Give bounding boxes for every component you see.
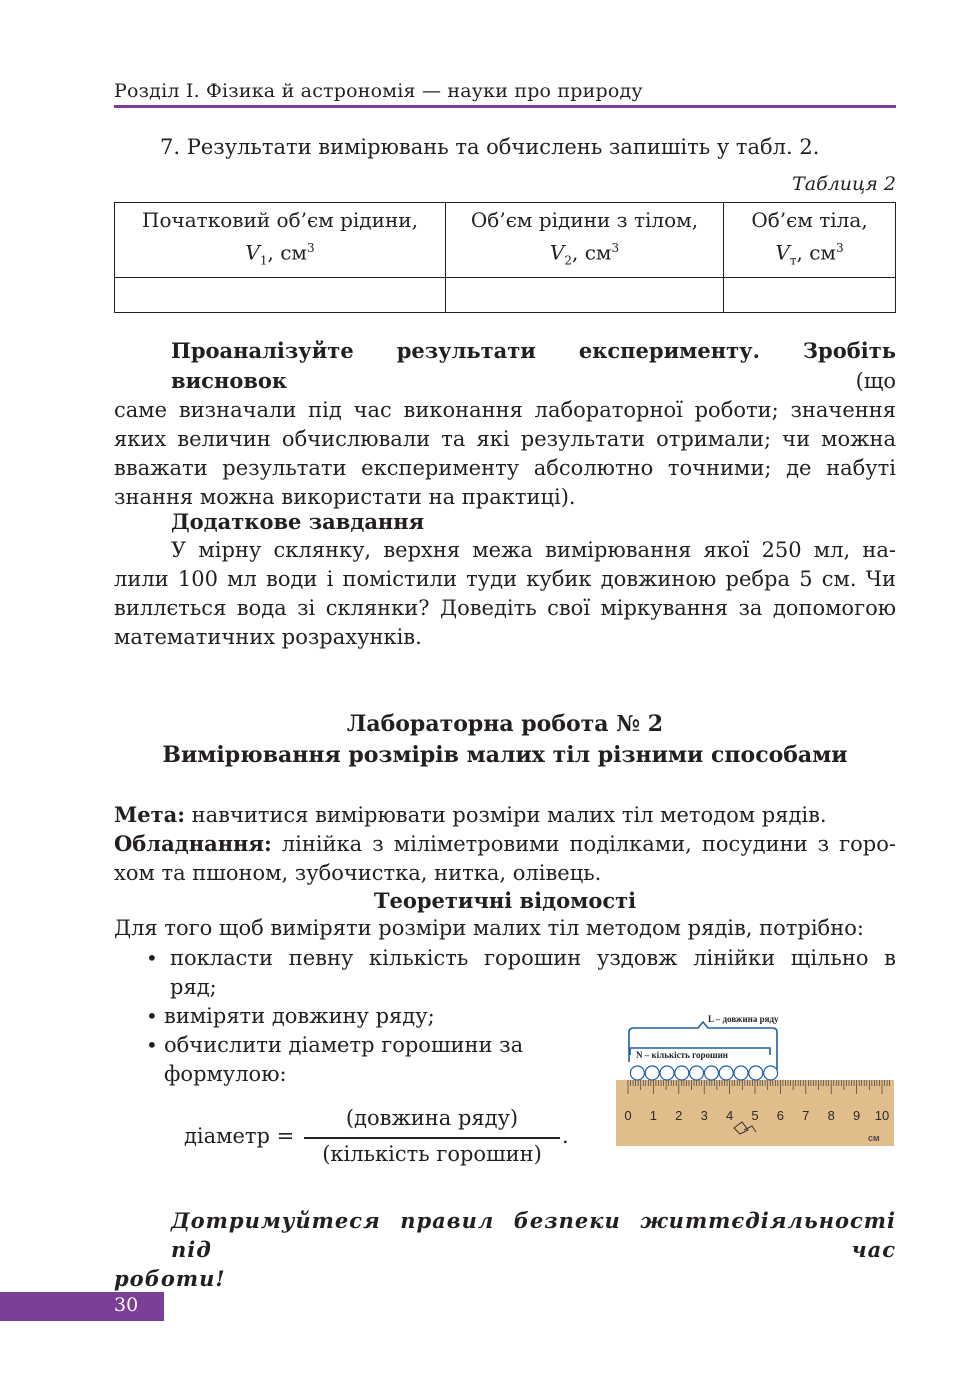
table-header-cell xyxy=(446,203,724,278)
column-title: Об’єм тіла, xyxy=(751,208,868,232)
theory-intro: Для того щоб виміряти розміри малих тіл методом рядів, потрібно: xyxy=(114,916,864,940)
l-brace xyxy=(629,1022,777,1070)
analysis-paragraph xyxy=(114,336,896,512)
safety-line: роботи! xyxy=(114,1266,226,1291)
extra-line: лили 100 мл води і помістили туди кубик довжиною ребра 5 см. Чи xyxy=(114,567,896,591)
theory-title: Теоретичні відомості xyxy=(373,888,637,913)
bullet-dot: • xyxy=(146,1004,158,1028)
pea-circle xyxy=(764,1066,778,1080)
symbol-subscript: т xyxy=(789,253,797,268)
equipment-text: лінійка з міліметровими поділками, посудини з горо- xyxy=(271,832,896,856)
analysis-rest: (що xyxy=(287,369,896,393)
pea-circle xyxy=(719,1066,733,1080)
analysis-line xyxy=(114,336,896,396)
safety-note xyxy=(114,1206,896,1293)
lab-equipment xyxy=(114,829,896,888)
extra-task-text xyxy=(114,536,896,652)
bullet-dot: • xyxy=(146,1033,158,1057)
ruler-unit: см xyxy=(868,1133,880,1143)
volume-symbol: V xyxy=(775,240,790,265)
column-title: Об’єм рідини з тілом, xyxy=(470,208,699,232)
pea-circle xyxy=(749,1066,763,1080)
table-header-cell xyxy=(724,203,896,278)
pea-circle xyxy=(645,1066,659,1080)
table-header-cell xyxy=(115,203,446,278)
pea-row xyxy=(630,1066,777,1080)
equipment-label: Обладнання: xyxy=(114,831,272,856)
goal-label: Мета: xyxy=(114,802,185,827)
bullet-dot: • xyxy=(146,946,158,970)
n-label: N – кількість горошин xyxy=(636,1050,728,1060)
goal-text: навчитися вимірювати розміри малих тіл методом рядів. xyxy=(184,803,827,827)
ruler-figure xyxy=(616,1010,894,1146)
results-table xyxy=(114,202,896,313)
column-title: Початковий об’єм рідини, xyxy=(142,208,418,232)
analysis-line: вважати результати експерименту абсолютно точними; де набуті xyxy=(114,456,896,480)
bullet-item: обчислити діаметр горошини за xyxy=(164,1033,524,1057)
running-header: Розділ І. Фізика й астрономія — науки про природу xyxy=(114,80,643,102)
ruler-tick-label: 9 xyxy=(852,1108,861,1123)
volume-symbol: V xyxy=(245,240,260,265)
pea-circle xyxy=(630,1066,644,1080)
analysis-line: саме визначали під час виконання лабораторної роботи; значення xyxy=(114,398,896,422)
table-cell-empty[interactable] xyxy=(724,277,896,312)
bullet-item-cont: формулою: xyxy=(164,1062,287,1086)
analysis-bold: Проаналізуйте результати експерименту. Зробіть висновок xyxy=(171,338,896,393)
pea-circle xyxy=(704,1066,718,1080)
ruler-tick-label: 3 xyxy=(700,1108,708,1123)
lab-goal xyxy=(114,800,827,830)
symbol-subscript: 1 xyxy=(259,253,268,268)
volume-symbol: V xyxy=(549,240,565,265)
pea-circle xyxy=(675,1066,689,1080)
table-row xyxy=(115,277,896,312)
extra-line: У мірну склянку, верхня межа вимірювання якої 250 мл, на- xyxy=(171,538,896,562)
lab-subtitle: Вимірювання розмірів малих тіл різними способами xyxy=(162,742,848,768)
ruler-tick-label: 2 xyxy=(675,1108,683,1123)
extra-line: математичних розрахунків. xyxy=(114,625,422,649)
page-number-box xyxy=(0,1292,164,1321)
ruler-tick-label: 8 xyxy=(827,1108,835,1123)
unit-power: 3 xyxy=(306,241,315,255)
bullet-item: покласти певну кількість горошин уздовж лінійки щільно в xyxy=(170,946,896,970)
symbol-subscript: 2 xyxy=(564,253,572,268)
ruler-tick-label: 10 xyxy=(874,1108,890,1123)
unit-power: 3 xyxy=(835,241,844,255)
pea-circle xyxy=(660,1066,674,1080)
unit-label: , см xyxy=(267,240,307,265)
safety-line: Дотримуйтеся правил безпеки життєдіяльності під час xyxy=(171,1208,896,1262)
unit-power: 3 xyxy=(611,241,620,255)
analysis-line: яких величин обчислювали та які результати отримали; чи можна xyxy=(114,427,896,451)
equipment-line: хом та пшоном, зубочистка, нитка, олівець. xyxy=(114,861,602,885)
equipment-line xyxy=(114,829,896,859)
ruler-tick-label: 1 xyxy=(649,1108,658,1123)
l-label: L – довжина ряду xyxy=(708,1014,779,1024)
table-cell-empty[interactable] xyxy=(446,277,724,312)
ruler-illustration xyxy=(616,1010,894,1146)
ruler-tick-label: 5 xyxy=(751,1108,759,1123)
ruler-tick-label: 6 xyxy=(776,1108,785,1123)
ruler-tick-label: 7 xyxy=(802,1108,810,1123)
table-caption: Таблиця 2 xyxy=(792,173,896,195)
table-header-row xyxy=(115,203,896,278)
extra-task-title: Додаткове завдання xyxy=(171,509,425,534)
formula-numerator: (довжина ряду) xyxy=(345,1106,519,1130)
ruler-tick-label: 4 xyxy=(725,1108,734,1123)
bullet-item: виміряти довжину ряду; xyxy=(164,1004,435,1028)
ruler-tick-label: 0 xyxy=(624,1108,632,1123)
extra-line: виллється вода зі склянки? Доведіть свої міркування за допомогою xyxy=(114,596,896,620)
formula-end: . xyxy=(562,1124,569,1148)
table-cell-empty[interactable] xyxy=(115,277,446,312)
unit-label: , см xyxy=(796,240,836,265)
bullet-item-cont: ряд; xyxy=(170,975,217,999)
fraction-line xyxy=(304,1137,560,1139)
lab-title: Лабораторна робота № 2 xyxy=(346,711,664,737)
pea-circle xyxy=(690,1066,704,1080)
analysis-line: знання можна використати на практиці). xyxy=(114,485,576,509)
page-number: 30 xyxy=(114,1294,139,1316)
step-7-text: 7. Результати вимірювань та обчислень запишіть у табл. 2. xyxy=(160,135,820,159)
formula-label: діаметр = xyxy=(184,1124,295,1148)
formula-denominator: (кількість горошин) xyxy=(322,1142,542,1166)
header-rule xyxy=(114,105,896,108)
pea-circle xyxy=(734,1066,748,1080)
unit-label: , см xyxy=(571,240,612,265)
